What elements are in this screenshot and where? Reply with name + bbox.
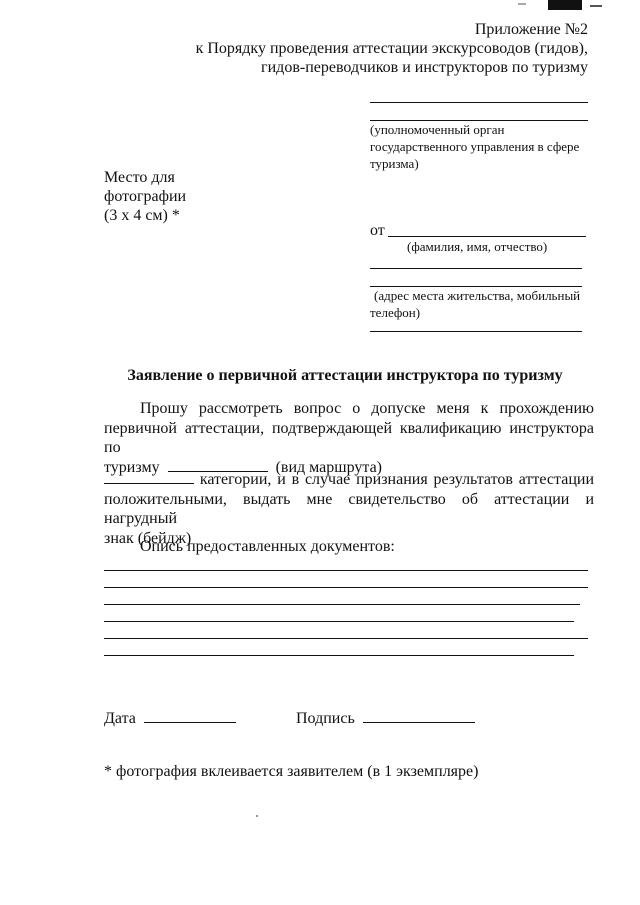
category-blank[interactable] [104,470,194,484]
scan-speck [256,815,258,817]
category-line-3: знак (бейдж) [104,529,192,547]
photo-label-line2: фотографии [104,188,187,205]
request-paragraph [104,399,594,477]
appendix-header [196,20,588,77]
request-line-2: первичной аттестации, подтверждающей квалификацию инструктора по [104,419,594,456]
applicant-address-caption: (адрес места жительства, мобильный телефон) [370,288,581,320]
photo-label-line1: Место для [104,169,175,186]
photo-label-line3: (3 x 4 см) * [104,207,180,224]
documents-line-4[interactable] [104,621,574,622]
applicant-phone-line[interactable] [370,331,582,332]
signature-field [296,709,475,728]
recipient-blank-line-1[interactable] [370,102,588,103]
photo-footnote: * фотография вклеивается заявителем (в 1 экземпляре) [104,763,479,780]
scan-artifact-dash [590,5,602,7]
date-blank[interactable] [144,709,236,723]
appendix-reference-line1: к Порядку проведения аттестации экскурсоводов (гидов), [195,40,588,57]
photo-placeholder [104,168,186,225]
documents-line-2[interactable] [104,587,588,588]
applicant-name-caption: (фамилия, имя, отчество) [407,239,548,254]
documents-line-6[interactable] [104,655,574,656]
signature-blank[interactable] [363,709,475,723]
documents-line-1[interactable] [104,570,588,571]
documents-label: Опись предоставленных документов: [140,538,395,555]
date-label: Дата [104,710,136,727]
appendix-reference-line2: гидов-переводчиков и инструкторов по туризму [261,59,588,76]
from-label: от [370,222,385,239]
document-title: Заявление о первичной аттестации инструктора по туризму [127,367,563,384]
date-field [104,709,236,728]
category-paragraph [104,470,594,548]
applicant-address-line-1[interactable] [370,268,582,269]
signature-label: Подпись [296,710,355,727]
scan-artifact-mark [548,0,582,10]
documents-line-5[interactable] [104,638,588,639]
category-line-1-text: категории, и в случае признания результатов аттестации [199,471,595,488]
scan-artifact-dash-faint [518,3,526,5]
category-line-1 [104,470,594,490]
category-line-2: положительными, выдать мне свидетельство об аттестации и нагрудный [104,490,594,527]
route-prefix: туризму [104,458,160,476]
route-type-caption: (вид маршрута) [275,458,382,476]
request-line-1: Прошу рассмотреть вопрос о допуске меня к прохождению [140,400,594,417]
applicant-name-line[interactable] [388,236,586,237]
recipient-caption: (уполномоченный орган государственного управления в сфере туризма) [370,122,580,171]
appendix-number: Приложение №2 [474,21,588,38]
documents-line-3[interactable] [104,604,580,605]
